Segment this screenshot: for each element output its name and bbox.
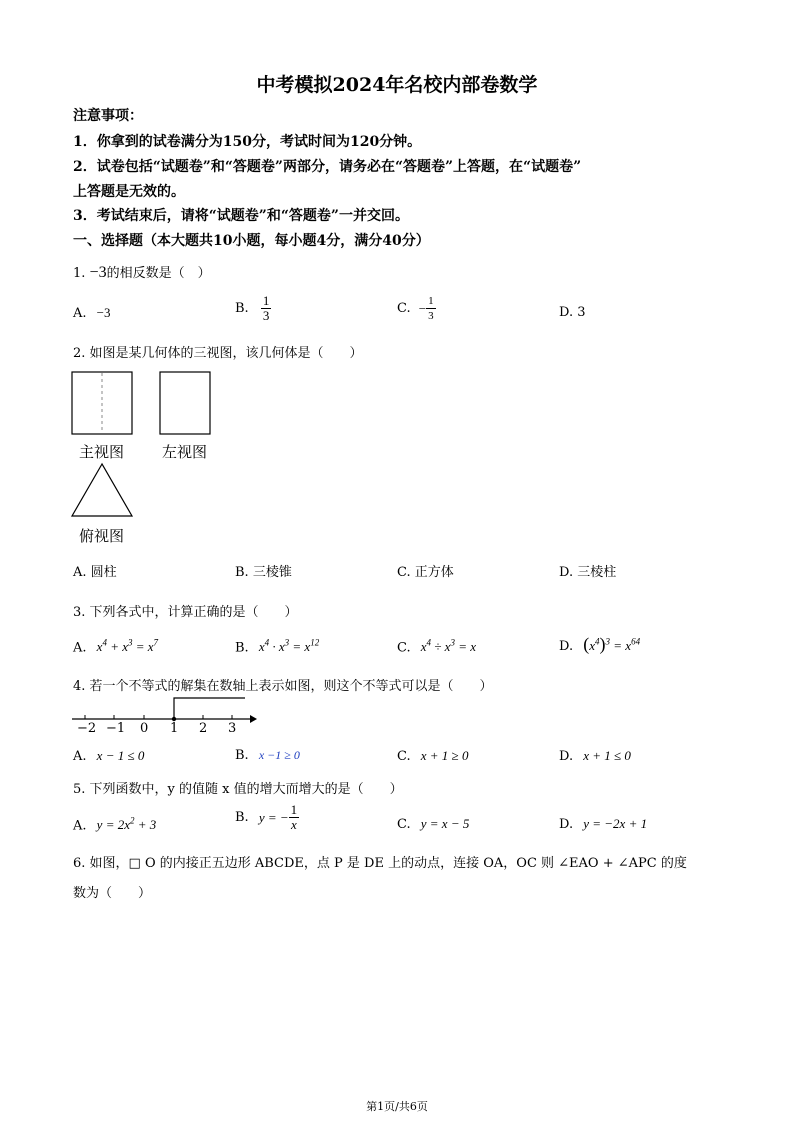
axis-tick-label: 0 [140, 721, 149, 736]
math-expression: x − 1 ≤ 0 [96, 748, 145, 763]
option-label: B. [235, 748, 249, 763]
axis-tick-label: 3 [228, 721, 237, 736]
option-label: C. [397, 640, 411, 656]
math-expression: x + 1 ≤ 0 [583, 748, 631, 763]
denominator: 3 [262, 308, 270, 323]
view-label: 俯视图 [79, 527, 125, 545]
axis-tick-label: 1 [170, 721, 179, 736]
solution-ray [174, 698, 245, 719]
view-label: 主视图 [79, 443, 125, 461]
fraction: $\frac{1}{x}$ [290, 802, 298, 832]
page-footer: 第1页/共6页 [366, 1100, 428, 1113]
option-d [559, 748, 631, 764]
denominator: 3 [428, 310, 434, 322]
option-b [235, 294, 271, 323]
notes-heading: 注意事项： [73, 108, 143, 124]
question-1-stem [73, 262, 211, 282]
axis-tick-label: 2 [199, 721, 208, 736]
option-b [235, 803, 299, 832]
option-c: C. 正方体 [397, 565, 454, 580]
option-label: C. [397, 749, 411, 764]
section-heading: 一、选择题（本大题共10小题，每小题4分，满分40分） [73, 233, 430, 249]
option-label: C. [397, 301, 411, 316]
axis-tick-label: −2 [77, 721, 97, 736]
math-expression: x + 1 ≥ 0 [420, 748, 469, 763]
option-a [73, 638, 158, 655]
option-a [73, 748, 144, 764]
axis-tick-label: −1 [106, 721, 126, 736]
question-4-stem: 4. 若一个不等式的解集在数轴上表示如图，则这个不等式可以是（ ） [73, 679, 493, 694]
option-label: A. [73, 749, 87, 764]
option-value: −3 [96, 305, 111, 320]
notes-item: 2．试卷包括“试题卷”和“答题卷”两部分，请务必在“答题卷”上答题，在“试题卷” [73, 159, 582, 175]
math-expression: $x^4 \cdot x^3 = x^{12}$ [258, 638, 320, 655]
option-d: D. 3 [559, 305, 586, 320]
option-label: D. [559, 749, 574, 764]
fraction [426, 294, 436, 323]
notes-item: 3．考试结束后，请将“试题卷”和“答题卷”一并交回。 [73, 208, 409, 224]
option-b [235, 638, 319, 655]
option-label: C. [397, 817, 411, 832]
option-c [397, 748, 468, 764]
option-d: D. 三棱柱 [559, 565, 617, 580]
option-c [397, 816, 469, 832]
math-expression: $y = 2x^2 + 3$ [96, 816, 157, 833]
question-number: 1. [73, 266, 86, 281]
question-6-stem-cont: 数为（ ） [73, 886, 152, 901]
question-6-stem: 6. 如图，□ O 的内接正五边形 ABCDE，点 P 是 DE 上的动点，连接 OA，OC 则 ∠EAO + ∠APC 的度 [73, 856, 687, 871]
math-expression: −3 [89, 264, 107, 281]
math-expression: $x^4 + x^3 = x^7$ [96, 638, 159, 655]
question-text: 的相反数是（ ） [106, 266, 211, 281]
page-title: 中考模拟2024年名校内部卷数学 [256, 74, 538, 96]
option-a [73, 816, 156, 833]
option-d [559, 634, 640, 655]
option-c [397, 638, 476, 655]
math-expression: y = x − 5 [420, 816, 470, 831]
option-a [73, 305, 111, 321]
axis-arrow [250, 715, 257, 723]
option-label: A. [73, 640, 87, 656]
option-label: B. [235, 810, 249, 825]
numerator: 1 [262, 293, 270, 308]
math-expression: $(x^4)^3 = x^{64}$ [583, 634, 641, 654]
notes-item: 上答题是无效的。 [73, 184, 185, 200]
option-label: A. [73, 306, 87, 321]
option-c [397, 294, 436, 323]
math-expression: $x^4 \div x^3 = x$ [420, 638, 476, 655]
math-expression: y = − [258, 809, 289, 825]
question-5-stem: 5. 下列函数中，y 的值随 x 值的增大而增大的是（ ） [73, 782, 403, 797]
option-a: A. 圆柱 [73, 565, 117, 580]
math-expression: y = −2x + 1 [583, 816, 648, 831]
numerator: 1 [428, 295, 434, 307]
side-view-rect [160, 372, 210, 434]
question-2-stem: 2. 如图是某几何体的三视图，该几何体是（ ） [73, 346, 363, 361]
notes-item: 1．你拿到的试卷满分为150分，考试时间为120分钟。 [73, 134, 422, 150]
view-label: 左视图 [162, 443, 208, 461]
fraction [261, 294, 272, 323]
top-view-triangle [72, 464, 132, 516]
option-d [559, 816, 647, 832]
minus-sign: − [418, 300, 427, 316]
option-label: D. [559, 639, 574, 654]
option-label: B. [235, 640, 249, 656]
option-b: B. 三棱锥 [235, 565, 292, 580]
question-3-stem: 3. 下列各式中，计算正确的是（ ） [73, 605, 298, 620]
option-b [235, 748, 300, 763]
option-label: D. [559, 817, 574, 832]
option-label: A. [73, 818, 87, 834]
math-expression: x −1 ≥ 0 [258, 748, 300, 762]
option-label: B. [235, 301, 249, 316]
